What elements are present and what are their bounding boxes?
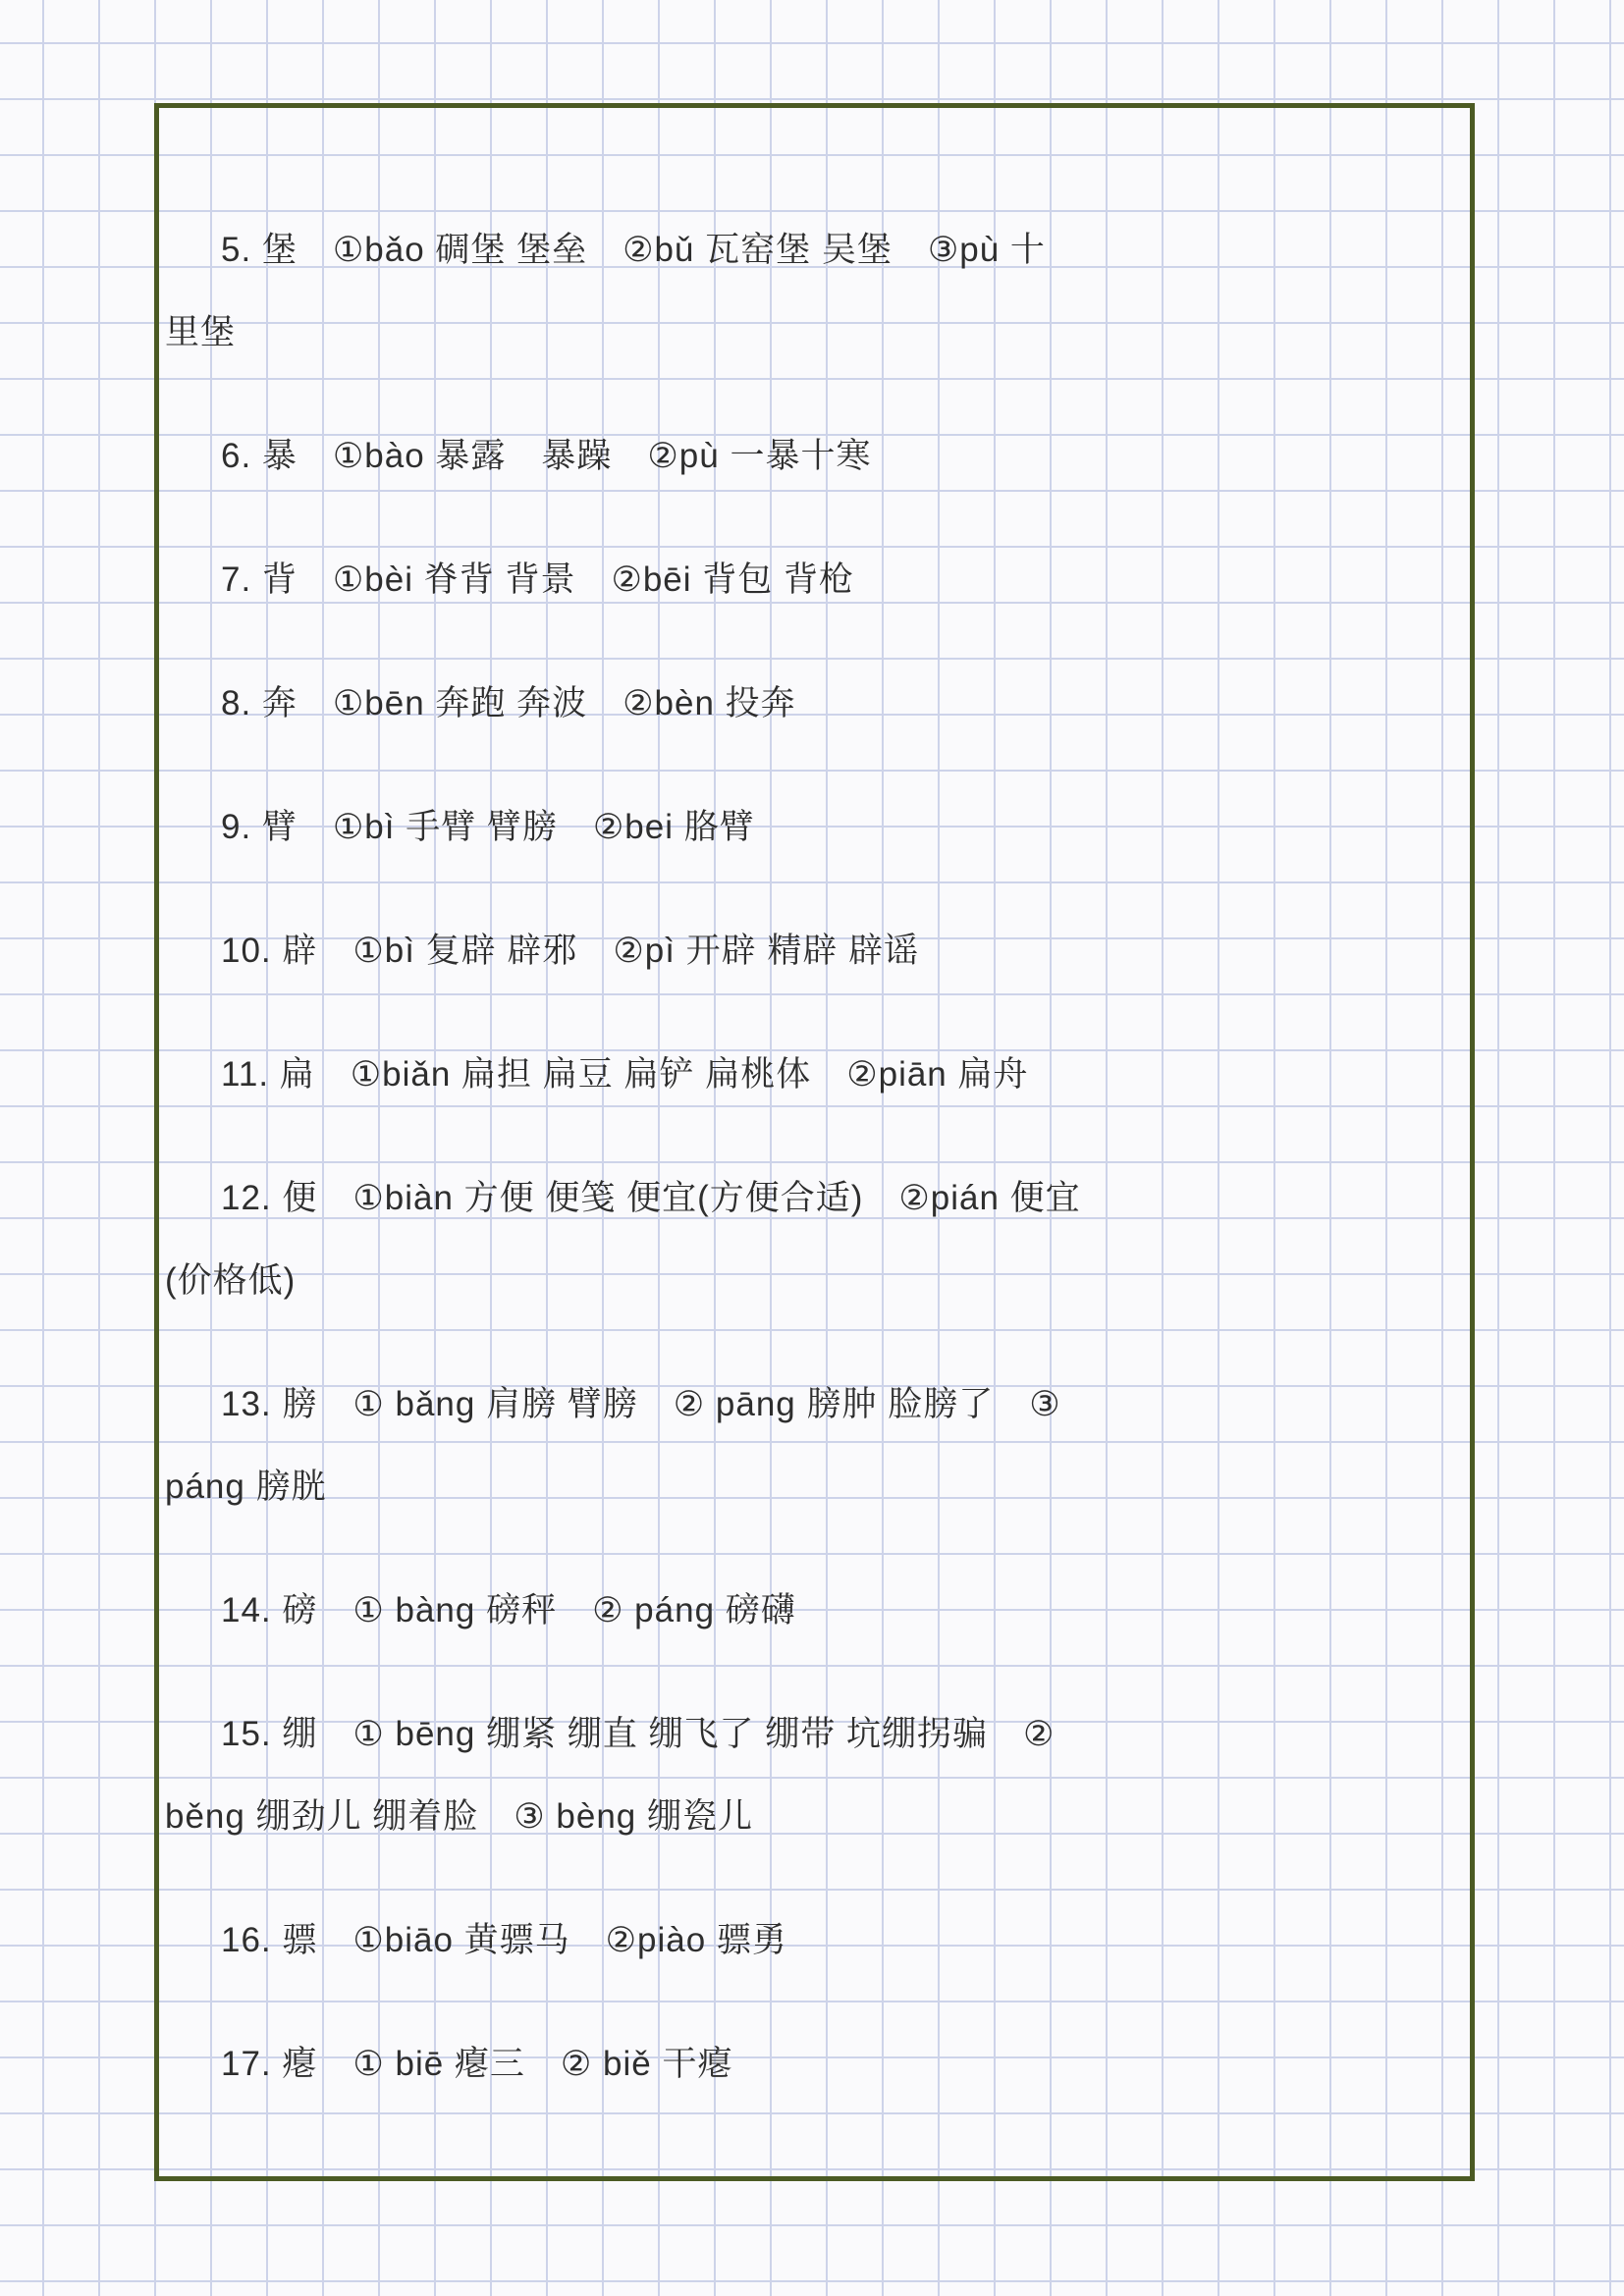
list-item-line: 16. 骠 ①biāo 黄骠马 ②piào 骠勇 [221, 1921, 787, 1959]
list-item-line: 5. 堡 ①bǎo 碉堡 堡垒 ②bǔ 瓦窑堡 吴堡 ③pù 十 [221, 231, 1046, 269]
list-item-7 [165, 539, 1433, 621]
notes-frame [154, 103, 1475, 2181]
list-item-5 [165, 209, 1433, 374]
list-item-11 [165, 1034, 1433, 1116]
list-item-line: 17. 瘪 ① biē 瘪三 ② biě 干瘪 [221, 2045, 733, 2083]
list-item-line: 14. 磅 ① bàng 磅秤 ② páng 磅礴 [221, 1591, 796, 1629]
list-item-line: 6. 暴 ①bào 暴露 暴躁 ②pù 一暴十寒 [221, 437, 872, 475]
list-item-16 [165, 1899, 1433, 1982]
list-item-line: 12. 便 ①biàn 方便 便笺 便宜(方便合适) ②pián 便宜 [221, 1179, 1081, 1217]
list-item-line: 9. 臂 ①bì 手臂 臂膀 ②bei 胳臂 [221, 808, 755, 846]
list-item-9 [165, 786, 1433, 869]
list-item-15 [165, 1693, 1433, 1858]
list-item-12 [165, 1157, 1433, 1322]
list-item-line: 15. 绷 ① bēng 绷紧 绷直 绷飞了 绷带 坑绷拐骗 ② [221, 1715, 1056, 1753]
list-item-10 [165, 910, 1433, 992]
list-item-6 [165, 415, 1433, 498]
list-item-line: (价格低) [165, 1261, 297, 1300]
list-item-line: 7. 背 ①bèi 脊背 背景 ②bēi 背包 背枪 [221, 561, 854, 599]
list-item-line: 13. 膀 ① bǎng 肩膀 臂膀 ② pāng 膀肿 脸膀了 ③ [221, 1385, 1061, 1423]
list-item-line: 10. 辟 ①bì 复辟 辟邪 ②pì 开辟 精辟 辟谣 [221, 932, 920, 970]
list-item-13 [165, 1363, 1433, 1528]
list-item-line: 8. 奔 ①bēn 奔跑 奔波 ②bèn 投奔 [221, 684, 796, 722]
list-item-8 [165, 663, 1433, 745]
list-item-line: 11. 扁 ①biǎn 扁担 扁豆 扁铲 扁桃体 ②piān 扁舟 [221, 1055, 1029, 1094]
list-item-line: 里堡 [165, 313, 237, 351]
list-item-line: běng 绷劲儿 绷着脸 ③ bèng 绷瓷儿 [165, 1797, 753, 1836]
list-item-17 [165, 2023, 1433, 2106]
list-item-14 [165, 1570, 1433, 1652]
list-item-line: páng 膀胱 [165, 1468, 327, 1506]
